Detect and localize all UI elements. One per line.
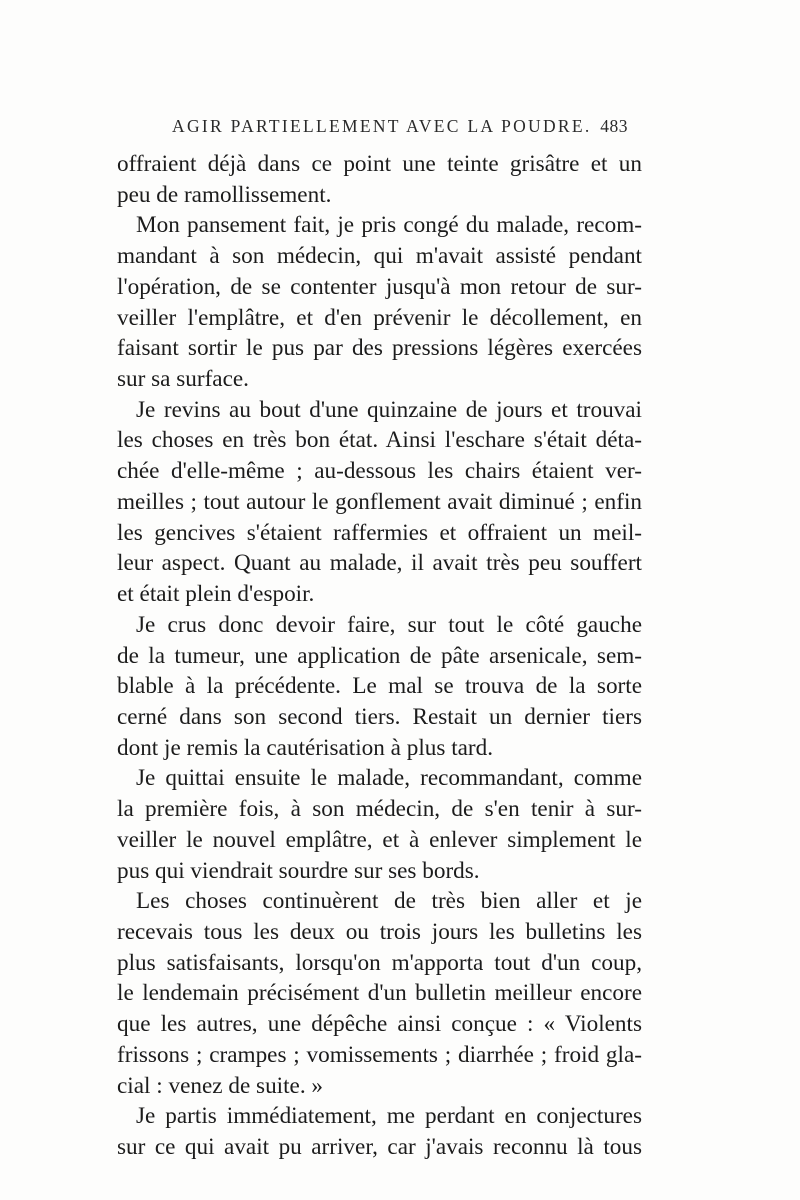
text-line: le lendemain précisément d'un bulletin meilleur encore: [117, 980, 642, 1007]
text-line: offraient déjà dans ce point une teinte grisâtre et un: [117, 151, 642, 177]
text-line: frissons ; crampes ; vomissements ; diarrhée ; froid gla-: [117, 1041, 642, 1068]
text-line: que les autres, une dépêche ainsi conçue : « Violents: [117, 1011, 642, 1038]
text-line: Mon pansement fait, je pris congé du malade, recom-: [136, 212, 642, 239]
text-line: les gencives s'étaient raffermies et offraient un meil-: [117, 519, 642, 546]
text-line: peu de ramollissement.: [117, 181, 332, 208]
text-line: veiller le nouvel emplâtre, et à enlever simplement le: [117, 826, 642, 853]
text-line: Je revins au bout d'une quinzaine de jours et trouvai: [136, 396, 642, 423]
text-line: et était plein d'espoir.: [117, 581, 315, 608]
text-line: veiller l'emplâtre, et d'en prévenir le décollement, en: [117, 304, 642, 331]
text-line: sur ce qui avait pu arriver, car j'avais reconnu là tous: [117, 1134, 642, 1160]
text-line: meilles ; tout autour le gonflement avait diminué ; enfin: [117, 488, 642, 515]
text-line: Je quittai ensuite le malade, recommandant, comme: [136, 765, 642, 792]
text-line: pus qui viendrait sourdre sur ses bords.: [117, 857, 480, 884]
text-line: cerné dans son second tiers. Restait un dernier tiers: [117, 703, 642, 730]
text-line: recevais tous les deux ou trois jours les bulletins les: [117, 918, 642, 945]
text-line: les choses en très bon état. Ainsi l'eschare s'était déta-: [117, 427, 642, 454]
text-line: Je partis immédiatement, me perdant en conjectures: [136, 1103, 642, 1130]
text-line: faisant sortir le pus par des pressions légères exercées: [117, 335, 642, 362]
text-line: plus satisfaisants, lorsqu'on m'apporta tout d'un coup,: [117, 949, 642, 976]
text-line: mandant à son médecin, qui m'avait assisté pendant: [117, 243, 642, 270]
text-line: blable à la précédente. Le mal se trouva de la sorte: [117, 673, 642, 700]
text-line: leur aspect. Quant au malade, il avait très peu souffert: [117, 550, 642, 577]
text-line: chée d'elle-même ; au-dessous les chairs étaient ver-: [117, 458, 642, 485]
running-head-title: AGIR PARTIELLEMENT AVEC LA POUDRE.: [172, 116, 592, 136]
text-line: Je crus donc devoir faire, sur tout le côté gauche: [136, 611, 642, 638]
text-line: dont je remis la cautérisation à plus tard.: [117, 734, 494, 761]
text-line: la première fois, à son médecin, de s'en tenir à sur-: [117, 796, 642, 823]
text-line: cial : venez de suite. »: [117, 1072, 324, 1099]
page-number: 483: [600, 116, 628, 136]
body-text: [117, 149, 642, 1163]
text-line: sur sa surface.: [117, 366, 249, 393]
text-line: Les choses continuèrent de très bien aller et je: [136, 888, 642, 915]
text-line: l'opération, de se contenter jusqu'à mon retour de sur-: [117, 273, 642, 300]
running-head: [172, 116, 628, 146]
text-line: de la tumeur, une application de pâte arsenicale, sem-: [117, 642, 642, 669]
